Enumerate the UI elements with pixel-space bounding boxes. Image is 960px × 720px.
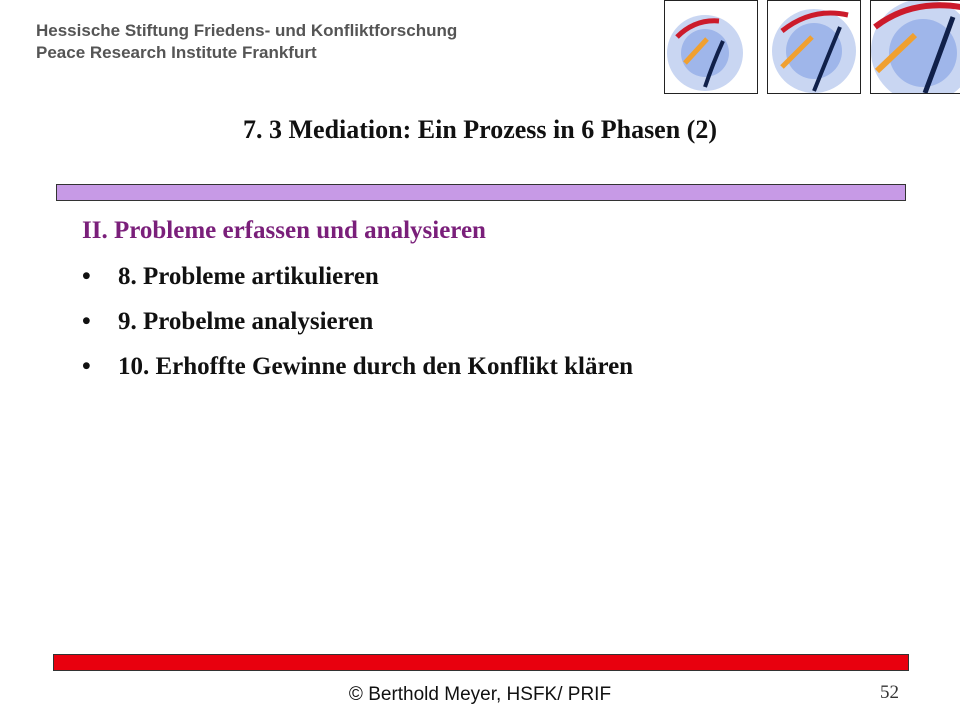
bullet-icon: • (82, 353, 91, 380)
hsfk-logo-icon-1 (664, 0, 758, 94)
bullet-text: 9. Probelme analysieren (118, 308, 374, 335)
footer-divider-bar (53, 654, 909, 671)
copyright-text: © Berthold Meyer, HSFK/ PRIF (348, 684, 612, 705)
slide-title: 7. 3 Mediation: Ein Prozess in 6 Phasen (2) (242, 115, 718, 144)
bullet-item (82, 353, 633, 398)
bullet-icon: • (82, 308, 91, 335)
bullet-list (82, 263, 633, 398)
institute-header (36, 20, 457, 64)
hsfk-logo-icon-2 (767, 0, 861, 94)
hsfk-logo-icon-3 (870, 0, 960, 94)
bullet-icon: • (82, 263, 91, 290)
bullet-item (82, 263, 633, 308)
bullet-text: 10. Erhoffte Gewinne durch den Konflikt klären (118, 353, 634, 380)
bullet-item (82, 308, 633, 353)
title-divider-bar (56, 184, 906, 201)
page-number: 52 (880, 682, 899, 703)
bullet-text: 8. Probleme artikulieren (118, 263, 379, 290)
institute-name-de: Hessische Stiftung Friedens- und Konfliktforschung (36, 21, 458, 40)
institute-name-en: Peace Research Institute Frankfurt (36, 43, 317, 62)
section-heading: II. Probleme erfassen und analysieren (82, 217, 486, 244)
